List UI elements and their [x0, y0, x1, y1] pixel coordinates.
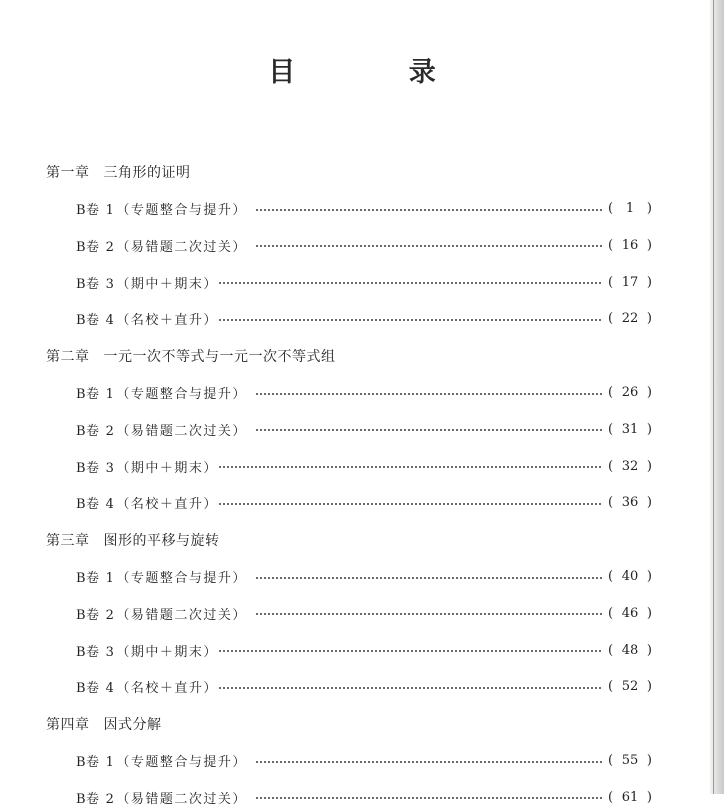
volume-subtitle: （期中＋期末） [116, 276, 218, 292]
toc-entry[interactable] [76, 603, 652, 623]
toc-entry[interactable] [76, 787, 652, 807]
volume-label [76, 604, 116, 623]
volume-number: 2 [105, 423, 115, 439]
volume-subtitle: （专题整合与提升） [116, 571, 247, 586]
page-number-value: 61 [621, 789, 639, 805]
page-number [608, 679, 652, 694]
chapter-number: 第二章 [46, 349, 90, 365]
chapter-name: 图形的平移与旋转 [103, 533, 220, 549]
toc-entry[interactable] [76, 677, 652, 697]
volume-number: 3 [105, 644, 115, 660]
volume-subtitle: （易错题二次过关） [116, 791, 247, 807]
volume-label [76, 677, 116, 696]
paren-open: ( [608, 385, 614, 400]
page-number-value: 16 [621, 237, 639, 253]
page-number [608, 422, 652, 437]
volume-number: 2 [105, 791, 115, 807]
page-number-value: 52 [621, 679, 639, 695]
chapter-number: 第一章 [46, 165, 90, 181]
chapter-heading [46, 162, 191, 182]
page-number-value: 22 [621, 311, 639, 327]
page-number-value: 1 [625, 201, 635, 216]
page-number-value: 40 [621, 569, 639, 584]
volume-subtitle: （专题整合与提升） [116, 203, 247, 218]
volume-prefix: B卷 [76, 497, 100, 513]
dot-leader [218, 282, 602, 284]
toc-entry[interactable] [76, 235, 652, 255]
toc-entry[interactable] [76, 419, 652, 439]
volume-prefix: B卷 [76, 681, 100, 697]
dot-leader [255, 613, 602, 615]
volume-prefix: B卷 [76, 423, 100, 439]
volume-prefix: B卷 [76, 791, 100, 807]
page-edge [710, 0, 724, 794]
volume-subtitle: （名校＋直升） [116, 497, 218, 513]
volume-number: 1 [105, 571, 115, 586]
paren-close: ) [646, 274, 652, 290]
page-number-value: 36 [621, 495, 639, 511]
toc-entry[interactable] [76, 493, 652, 513]
volume-prefix: B卷 [76, 607, 100, 623]
page-number-value: 17 [621, 274, 639, 290]
volume-prefix: B卷 [76, 313, 100, 329]
dot-leader [255, 797, 602, 799]
volume-number: 3 [105, 460, 115, 476]
paren-open: ( [608, 274, 614, 290]
volume-number: 1 [105, 755, 115, 770]
paren-open: ( [608, 753, 614, 768]
paren-open: ( [608, 421, 614, 437]
volume-subtitle: （名校＋直升） [116, 681, 218, 697]
page-number [608, 790, 652, 805]
page-number-value: 46 [621, 605, 639, 621]
paren-open: ( [608, 679, 614, 695]
page-number-value: 48 [621, 642, 639, 658]
chapter-number: 第四章 [46, 717, 90, 733]
volume-label [76, 493, 116, 512]
chapter-name: 一元一次不等式与一元一次不等式组 [103, 349, 336, 365]
volume-subtitle: （期中＋期末） [116, 644, 218, 660]
volume-number: 4 [105, 313, 115, 329]
paren-close: ) [646, 642, 652, 658]
page-title: 目 录 [268, 57, 488, 88]
paren-close: ) [646, 458, 652, 474]
paren-close: ) [646, 605, 652, 621]
chapter-heading [46, 530, 220, 550]
page-number [608, 753, 652, 768]
paren-close: ) [646, 495, 652, 511]
paren-open: ( [608, 201, 614, 216]
toc-entry[interactable] [76, 640, 652, 660]
dot-leader [255, 429, 602, 431]
page-number [608, 606, 652, 621]
volume-subtitle: （专题整合与提升） [116, 755, 247, 770]
page-number [608, 385, 652, 400]
dot-leader [218, 466, 602, 468]
page-number [608, 311, 652, 326]
page-number [608, 201, 652, 216]
paren-close: ) [646, 679, 652, 695]
paren-open: ( [608, 789, 614, 805]
toc-entry[interactable] [76, 272, 652, 292]
volume-subtitle: （名校＋直升） [116, 313, 218, 329]
volume-subtitle: （易错题二次过关） [116, 607, 247, 623]
paren-close: ) [646, 311, 652, 327]
volume-subtitle: （易错题二次过关） [116, 423, 247, 439]
dot-leader [255, 761, 602, 763]
volume-prefix: B卷 [76, 460, 100, 476]
page-number [608, 238, 652, 253]
dot-leader [218, 687, 602, 689]
chapter-name: 三角形的证明 [103, 165, 191, 181]
page-number-value: 32 [621, 458, 639, 474]
volume-label [76, 199, 116, 218]
page-number [608, 459, 652, 474]
paren-open: ( [608, 642, 614, 658]
paren-open: ( [608, 311, 614, 327]
volume-label [76, 788, 116, 807]
volume-subtitle: （专题整合与提升） [116, 387, 247, 402]
paren-open: ( [608, 605, 614, 621]
chapter-name: 因式分解 [103, 717, 162, 733]
toc-entry[interactable] [76, 456, 652, 476]
paren-close: ) [646, 237, 652, 253]
volume-label [76, 457, 116, 476]
volume-number: 2 [105, 607, 115, 623]
dot-leader [255, 393, 602, 395]
dot-leader [255, 245, 602, 247]
paren-close: ) [646, 569, 652, 584]
volume-number: 4 [105, 497, 115, 513]
page-number [608, 569, 652, 584]
chapter-heading [46, 346, 336, 366]
dot-leader [255, 577, 602, 579]
page-number-value: 26 [621, 385, 639, 400]
page-number-value: 55 [621, 753, 639, 768]
dot-leader [218, 503, 602, 505]
toc-entry[interactable] [76, 199, 652, 219]
volume-prefix: B卷 [76, 755, 100, 770]
dot-leader [218, 319, 602, 321]
volume-number: 4 [105, 681, 115, 697]
volume-prefix: B卷 [76, 239, 100, 255]
page-number [608, 275, 652, 290]
toc-entry[interactable] [76, 751, 652, 771]
volume-subtitle: （易错题二次过关） [116, 239, 247, 255]
volume-number: 3 [105, 276, 115, 292]
page-number-value: 31 [621, 421, 639, 437]
toc-entry[interactable] [76, 567, 652, 587]
volume-label [76, 567, 116, 586]
paren-close: ) [646, 789, 652, 805]
volume-label [76, 236, 116, 255]
volume-prefix: B卷 [76, 203, 100, 218]
page-number [608, 643, 652, 658]
paren-open: ( [608, 237, 614, 253]
paren-close: ) [646, 201, 652, 216]
volume-prefix: B卷 [76, 571, 100, 586]
volume-label [76, 273, 116, 292]
paren-open: ( [608, 495, 614, 511]
page-number [608, 495, 652, 510]
volume-label [76, 383, 116, 402]
volume-label [76, 751, 116, 770]
chapter-heading [46, 714, 162, 734]
volume-prefix: B卷 [76, 644, 100, 660]
paren-close: ) [646, 753, 652, 768]
volume-prefix: B卷 [76, 276, 100, 292]
volume-number: 2 [105, 239, 115, 255]
paren-open: ( [608, 569, 614, 584]
volume-number: 1 [105, 203, 115, 218]
volume-subtitle: （期中＋期末） [116, 460, 218, 476]
chapter-number: 第三章 [46, 533, 90, 549]
toc-entry[interactable] [76, 383, 652, 403]
paren-close: ) [646, 385, 652, 400]
volume-label [76, 641, 116, 660]
volume-prefix: B卷 [76, 387, 100, 402]
volume-number: 1 [105, 387, 115, 402]
dot-leader [218, 650, 602, 652]
volume-label [76, 309, 116, 328]
toc-entry[interactable] [76, 309, 652, 329]
paren-open: ( [608, 458, 614, 474]
volume-label [76, 420, 116, 439]
paren-close: ) [646, 421, 652, 437]
dot-leader [255, 209, 602, 211]
